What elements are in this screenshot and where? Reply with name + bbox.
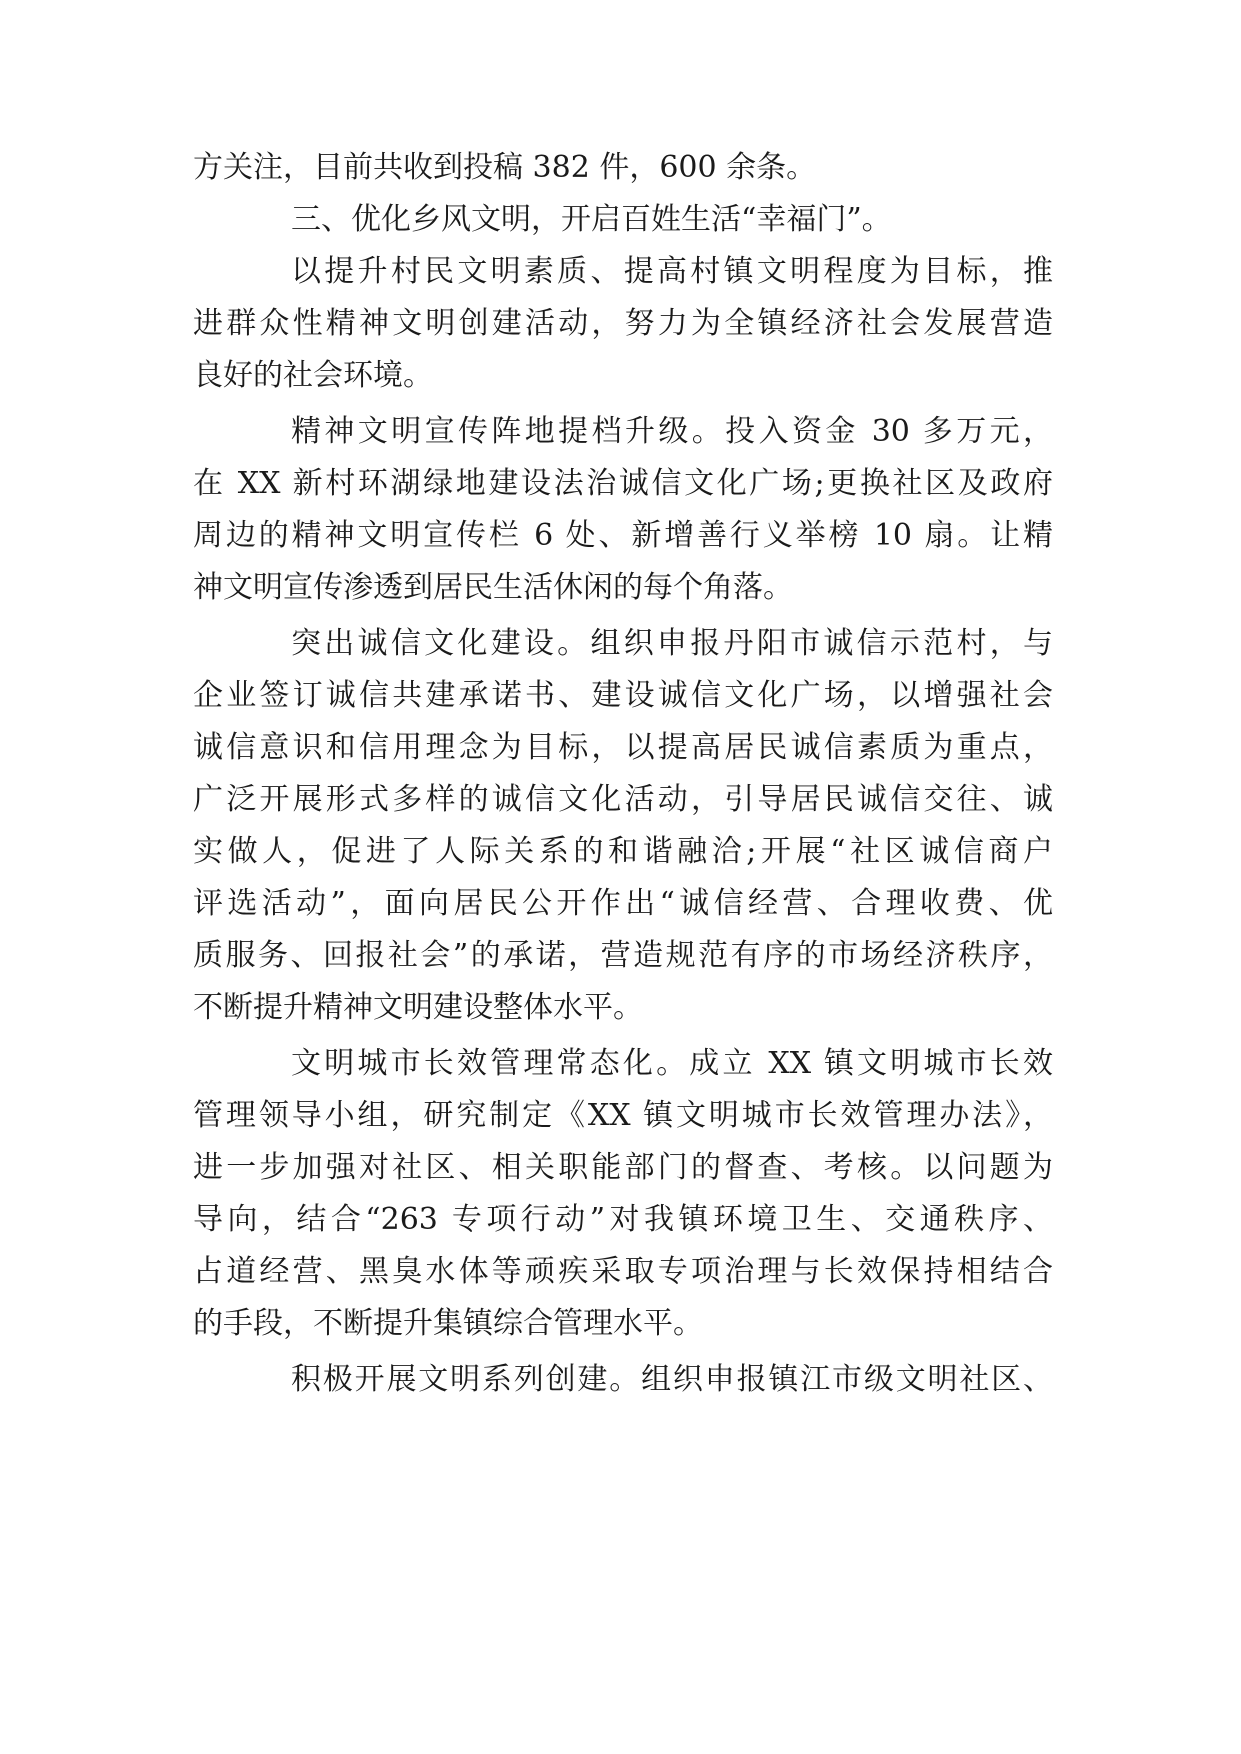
text-line-1: 方关注，目前共收到投稿 382 件，600 余条。 — [193, 150, 817, 185]
text-line-12: 诚信意识和信用理念为目标，以提高居民诚信素质为重点， — [193, 730, 1053, 765]
text-line-8: 周边的精神文明宣传栏 6 处、新增善行义举榜 10 扇。让精 — [193, 518, 1053, 553]
section-heading: 三、优化乡风文明，开启百姓生活“幸福门”。 — [291, 202, 892, 237]
text-line-5: 良好的社会环境。 — [193, 358, 433, 393]
text-line-7: 在 XX 新村环湖绿地建设法治诚信文化广场;更换社区及政府 — [193, 466, 1053, 501]
text-line-6: 精神文明宣传阵地提档升级。投入资金 30 多万元， — [291, 414, 1053, 449]
text-line-17: 不断提升精神文明建设整体水平。 — [193, 990, 643, 1025]
text-line-19: 管理领导小组，研究制定《XX 镇文明城市长效管理办法》， — [193, 1098, 1053, 1133]
text-line-15: 评选活动”，面向居民公开作出“诚信经营、合理收费、优 — [193, 886, 1053, 921]
text-line-10: 突出诚信文化建设。组织申报丹阳市诚信示范村，与 — [291, 626, 1053, 661]
text-line-13: 广泛开展形式多样的诚信文化活动，引导居民诚信交往、诚 — [193, 782, 1053, 817]
text-line-16: 质服务、回报社会”的承诺，营造规范有序的市场经济秩序， — [193, 938, 1053, 973]
text-line-14: 实做人，促进了人际关系的和谐融洽;开展“社区诚信商户 — [193, 834, 1053, 869]
text-line-21: 导向，结合“263 专项行动”对我镇环境卫生、交通秩序、 — [193, 1202, 1053, 1237]
text-line-18: 文明城市长效管理常态化。成立 XX 镇文明城市长效 — [291, 1046, 1053, 1081]
text-line-24: 积极开展文明系列创建。组织申报镇江市级文明社区、 — [291, 1362, 1053, 1397]
text-line-4: 进群众性精神文明创建活动，努力为全镇经济社会发展营造 — [193, 306, 1053, 341]
text-line-11: 企业签订诚信共建承诺书、建设诚信文化广场，以增强社会 — [193, 678, 1053, 713]
text-line-3: 以提升村民文明素质、提高村镇文明程度为目标，推 — [291, 254, 1053, 289]
text-line-20: 进一步加强对社区、相关职能部门的督查、考核。以问题为 — [193, 1150, 1053, 1185]
text-line-23: 的手段，不断提升集镇综合管理水平。 — [193, 1306, 703, 1341]
text-line-9: 神文明宣传渗透到居民生活休闲的每个角落。 — [193, 570, 793, 605]
text-line-22: 占道经营、黑臭水体等顽疾采取专项治理与长效保持相结合 — [193, 1254, 1053, 1289]
